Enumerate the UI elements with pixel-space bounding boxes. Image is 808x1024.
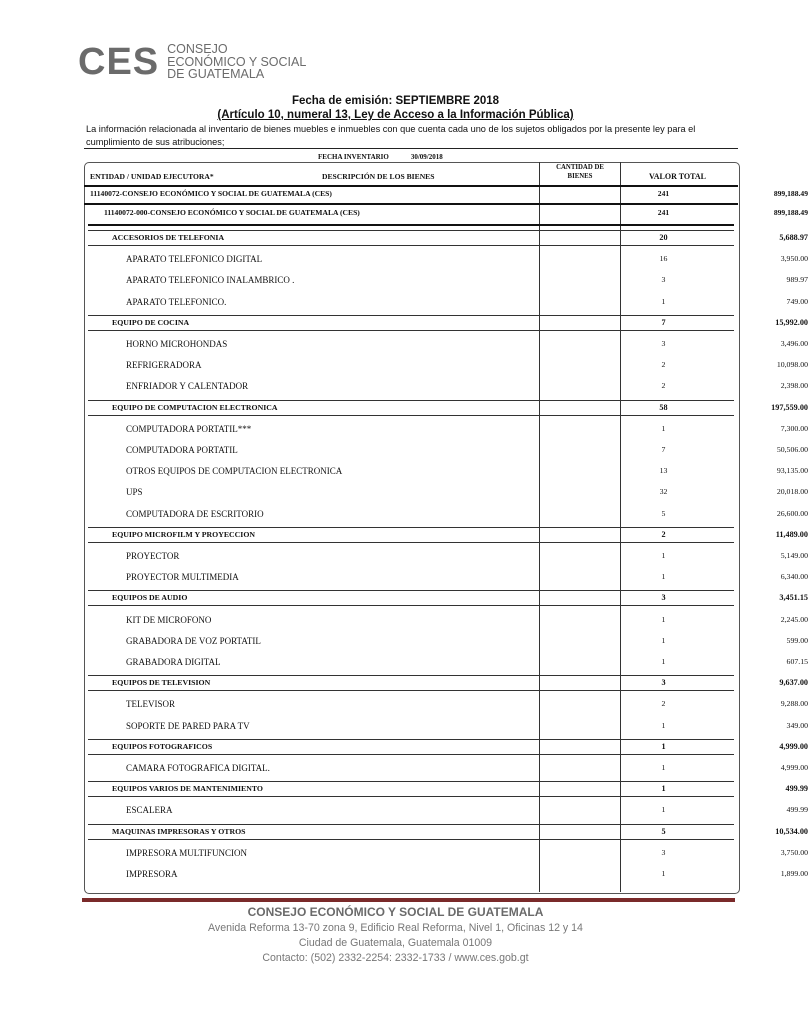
item-row — [84, 423, 808, 440]
cat-description: MAQUINAS IMPRESORAS Y OTROS — [112, 826, 246, 836]
fecha-inventario — [318, 153, 443, 161]
item-value: 2,245.00 — [780, 614, 808, 624]
logo-line-2: ECONÓMICO Y SOCIAL — [167, 54, 307, 69]
category-bottom-rule — [88, 690, 734, 691]
item-description: APARATO TELEFONICO INALAMBRICO . — [126, 275, 295, 286]
item-quantity: 3 — [661, 339, 666, 348]
ces-logo — [78, 40, 306, 84]
logo-line-1: CONSEJO — [167, 42, 228, 57]
item-description: IMPRESORA — [126, 869, 178, 879]
item-description: GRABADORA DE VOZ PORTATIL — [126, 635, 261, 646]
item-quantity: 1 — [661, 635, 666, 645]
item-description: PROYECTOR MULTIMEDIA — [126, 572, 239, 583]
footer-org: CONSEJO ECONÓMICO Y SOCIAL DE GUATEMALA — [247, 905, 544, 919]
header-entidad: ENTIDAD / UNIDAD EJECUTORA* — [90, 172, 214, 181]
item-quantity: 2 — [661, 360, 666, 370]
cat-quantity: 3 — [661, 593, 666, 603]
top-rule — [84, 148, 738, 149]
cat-quantity: 1 — [661, 741, 666, 751]
item-quantity: 1 — [661, 805, 666, 815]
item-description: GRABADORA DIGITAL — [126, 657, 221, 667]
item-quantity: 1 — [661, 720, 666, 730]
item-row — [84, 466, 808, 482]
cat-description: EQUIPOS DE TELEVISION — [112, 678, 211, 688]
item-quantity: 2 — [661, 381, 666, 391]
category-top-rule — [88, 400, 734, 401]
item-description: REFRIGERADORA — [126, 360, 202, 371]
footer-bar — [82, 898, 735, 902]
item-value: 50,506.00 — [776, 445, 808, 454]
item-description: KIT DE MICROFONO — [126, 614, 212, 625]
logo-mark: CES — [78, 41, 160, 83]
item-value: 3,496.00 — [780, 339, 808, 348]
item-row — [84, 445, 808, 461]
header-bottom-rule — [84, 185, 738, 187]
entity-description: 11140072-CONSEJO ECONÓMICO Y SOCIAL DE GUATEMALA (CES) — [90, 189, 332, 198]
cat-value: 15,992.00 — [775, 317, 808, 327]
entity-description: 11140072-000-CONSEJO ECONÓMICO Y SOCIAL DE GUATEMALA (CES) — [104, 208, 360, 217]
item-description: TELEVISOR — [126, 699, 175, 710]
item-description: PROYECTOR — [126, 551, 180, 561]
logo-line-3: DE GUATEMALA — [167, 67, 265, 82]
item-value: 599.00 — [786, 635, 808, 645]
item-row — [84, 551, 808, 567]
item-value: 26,600.00 — [776, 508, 808, 518]
item-quantity: 16 — [659, 254, 668, 264]
header-descripcion: DESCRIPCIÓN DE LOS BIENES — [322, 172, 435, 181]
item-value: 93,135.00 — [776, 466, 808, 476]
item-description: APARATO TELEFONICO. — [126, 296, 227, 307]
item-row — [84, 487, 808, 503]
item-row — [84, 381, 808, 397]
cat-value: 499.99 — [785, 784, 808, 794]
category-top-rule — [88, 590, 734, 591]
item-quantity: 1 — [661, 614, 666, 624]
item-quantity: 3 — [661, 847, 666, 857]
item-quantity: 3 — [661, 275, 666, 285]
category-row — [84, 529, 808, 546]
cat-quantity: 2 — [661, 529, 666, 539]
item-value: 499.99 — [786, 805, 808, 815]
cat-description: ACCESORIOS DE TELEFONIA — [112, 233, 225, 242]
entity-value: 899,188.49 — [773, 208, 808, 217]
item-row — [84, 635, 808, 652]
category-bottom-rule — [88, 330, 734, 331]
item-quantity: 32 — [659, 487, 668, 497]
item-description: CAMARA FOTOGRAFICA DIGITAL. — [126, 763, 270, 773]
category-bottom-rule — [88, 796, 734, 797]
item-row — [84, 296, 808, 313]
category-row — [84, 593, 808, 609]
cat-value: 3,451.15 — [779, 593, 808, 603]
cat-description: EQUIPO DE COCINA — [112, 317, 190, 327]
item-value: 7,300.00 — [780, 423, 808, 433]
item-description: OTROS EQUIPOS DE COMPUTACION ELECTRONICA — [126, 466, 343, 477]
category-bottom-rule — [88, 754, 734, 755]
item-value: 1,899.00 — [780, 869, 808, 878]
item-value: 6,340.00 — [780, 572, 808, 582]
cat-quantity: 1 — [661, 784, 666, 794]
item-value: 10,098.00 — [776, 360, 808, 370]
item-value: 749.00 — [786, 296, 808, 306]
item-row — [84, 275, 808, 291]
item-value: 9,288.00 — [780, 699, 808, 709]
cat-quantity: 58 — [659, 402, 668, 412]
item-row — [84, 572, 808, 588]
item-quantity: 1 — [661, 551, 666, 560]
entity-bottom-rule — [84, 203, 738, 205]
item-quantity: 5 — [661, 508, 666, 518]
item-quantity: 1 — [661, 763, 666, 772]
category-top-rule — [88, 230, 734, 231]
category-row — [84, 678, 808, 694]
cat-quantity: 7 — [661, 317, 666, 327]
item-row — [84, 869, 808, 885]
articulo-ley: (Artículo 10, numeral 13, Ley de Acceso a la Información Pública) — [217, 109, 574, 121]
category-row — [84, 784, 808, 800]
category-row — [84, 402, 808, 419]
item-description: IMPRESORA MULTIFUNCION — [126, 847, 247, 858]
category-bottom-rule — [88, 605, 734, 606]
category-bottom-rule — [88, 415, 734, 416]
item-value: 5,149.00 — [780, 551, 808, 560]
logo-text — [167, 43, 306, 81]
category-bottom-rule — [88, 542, 734, 543]
item-description: ESCALERA — [126, 805, 173, 816]
header-valor: VALOR TOTAL — [649, 172, 706, 181]
category-row — [84, 741, 808, 758]
cat-description: EQUIPOS VARIOS DE MANTENIMIENTO — [112, 784, 263, 794]
cat-value: 5,688.97 — [779, 233, 808, 242]
entity-quantity: 241 — [657, 189, 670, 198]
cat-value: 197,559.00 — [771, 402, 808, 412]
category-top-rule — [88, 527, 734, 528]
item-description: COMPUTADORA PORTATIL*** — [126, 423, 252, 434]
item-value: 2,398.00 — [780, 381, 808, 391]
category-top-rule — [88, 781, 734, 782]
item-value: 989.97 — [786, 275, 808, 285]
item-quantity: 1 — [661, 572, 666, 582]
footer-city: Ciudad de Guatemala, Guatemala 01009 — [298, 937, 493, 949]
cat-value: 11,489.00 — [775, 529, 808, 539]
entity-quantity: 241 — [657, 208, 670, 217]
item-quantity: 7 — [661, 445, 666, 454]
category-row — [84, 233, 808, 249]
item-value: 349.00 — [786, 720, 808, 730]
category-top-rule — [88, 739, 734, 740]
fecha-emision: Fecha de emisión: SEPTIEMBRE 2018 — [291, 95, 500, 107]
fecha-inventario-value: 30/09/2018 — [410, 153, 443, 161]
cat-description: EQUIPO DE COMPUTACION ELECTRONICA — [112, 402, 278, 412]
item-row — [84, 508, 808, 525]
category-bottom-rule — [88, 839, 734, 840]
unit-row — [84, 208, 808, 224]
cat-description: EQUIPO MICROFILM Y PROYECCION — [112, 529, 256, 539]
item-description: APARATO TELEFONICO DIGITAL — [126, 254, 263, 265]
item-value: 3,950.00 — [780, 254, 808, 264]
category-bottom-rule — [88, 245, 734, 246]
item-row — [84, 763, 808, 779]
item-value: 4,999.00 — [780, 763, 808, 772]
category-row — [84, 317, 808, 334]
item-description: HORNO MICROHONDAS — [126, 339, 228, 349]
cat-description: EQUIPOS DE AUDIO — [112, 593, 188, 603]
cat-value: 9,637.00 — [779, 678, 808, 688]
item-row — [84, 847, 808, 864]
category-top-rule — [88, 824, 734, 825]
item-row — [84, 360, 808, 376]
item-row — [84, 339, 808, 355]
item-row — [84, 254, 808, 270]
fecha-inventario-label: FECHA INVENTARIO — [318, 153, 389, 161]
item-description: COMPUTADORA PORTATIL — [126, 445, 238, 455]
category-row — [84, 826, 808, 843]
item-description: SOPORTE DE PARED PARA TV — [126, 720, 250, 731]
cat-quantity: 20 — [659, 233, 668, 242]
item-value: 607.15 — [786, 657, 808, 666]
item-quantity: 13 — [659, 466, 668, 476]
item-row — [84, 614, 808, 631]
cat-quantity: 5 — [661, 826, 666, 836]
item-quantity: 1 — [661, 657, 666, 666]
unit-bottom-rule — [88, 224, 734, 226]
cat-value: 10,534.00 — [775, 826, 808, 836]
cat-value: 4,999.00 — [779, 741, 808, 751]
item-quantity: 2 — [661, 699, 666, 709]
category-top-rule — [88, 315, 734, 316]
item-description: COMPUTADORA DE ESCRITORIO — [126, 508, 264, 519]
entity-value: 899,188.49 — [773, 189, 808, 198]
category-top-rule — [88, 675, 734, 676]
cat-quantity: 3 — [661, 678, 666, 688]
item-quantity: 1 — [661, 423, 666, 433]
item-quantity: 1 — [661, 869, 666, 878]
cat-description: EQUIPOS FOTOGRAFICOS — [112, 741, 213, 751]
footer-address: Avenida Reforma 13-70 zona 9, Edificio Real Reforma, Nivel 1, Oficinas 12 y 14 — [208, 922, 583, 934]
footer-contact: Contacto: (502) 2332-2254: 2332-1733 / www.ces.gob.gt — [262, 952, 529, 964]
item-value: 20,018.00 — [776, 487, 808, 497]
item-value: 3,750.00 — [780, 847, 808, 857]
item-row — [84, 720, 808, 737]
item-row — [84, 699, 808, 715]
intro-paragraph: La información relacionada al inventario de bienes muebles e inmuebles con que cuenta cada uno de los sujetos obligados por la presente ley para el cumplimiento de sus atribuciones; — [86, 124, 696, 147]
item-quantity: 1 — [661, 296, 666, 306]
item-row — [84, 805, 808, 821]
item-row — [84, 657, 808, 673]
item-description: ENFRIADOR Y CALENTADOR — [126, 381, 249, 392]
header-cantidad: CANTIDAD DE BIENES — [556, 164, 604, 180]
item-description: UPS — [126, 487, 143, 498]
